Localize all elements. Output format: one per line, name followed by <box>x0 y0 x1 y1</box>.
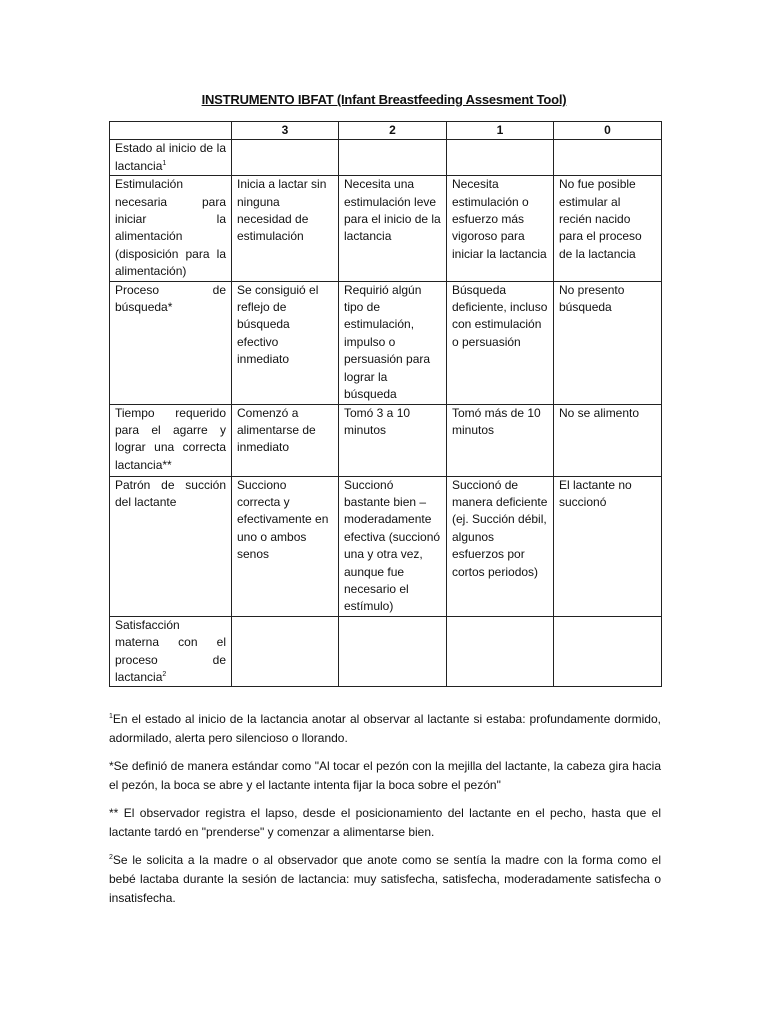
footnote-text: Se le solicita a la madre o al observador que anote como se sentía la madre con la forma como el bebé lactaba durante la sesión de lactancia: muy satisfecha, satisfecha, moderadamente satisfecha o insatisfecha. <box>109 853 661 905</box>
table-cell <box>554 140 662 176</box>
table-cell <box>447 140 554 176</box>
footnote-double-asterisk <box>109 804 661 842</box>
table-cell <box>339 616 447 687</box>
header-cell-score-3: 3 <box>232 122 339 140</box>
header-cell-empty <box>110 122 232 140</box>
table-cell: Se consiguió el reflejo de búsqueda efectivo inmediato <box>232 281 339 404</box>
footnote-marker: 2 <box>109 854 113 861</box>
table-cell: No fue posible estimular al recién nacido para el proceso de la lactancia <box>554 176 662 281</box>
footnote-text: *Se definió de manera estándar como "Al tocar el pezón con la mejilla del lactante, la cabeza gira hacia el pezón, la boca se abre y el lactante intenta fijar la boca sobre el pezón" <box>109 759 661 792</box>
row-label: Estimulación necesaria para iniciar la alimentación (disposición para la alimentación) <box>115 177 226 279</box>
table-row <box>110 176 662 281</box>
header-cell-score-0: 0 <box>554 122 662 140</box>
ibfat-table <box>109 121 662 687</box>
table-row <box>110 616 662 687</box>
row-label: Estado al inicio de la lactancia <box>115 141 226 173</box>
header-cell-score-2: 2 <box>339 122 447 140</box>
table-cell: Necesita estimulación o esfuerzo más vigoroso para iniciar la lactancia <box>447 176 554 281</box>
table-row <box>110 140 662 176</box>
row-label-cell <box>110 176 232 281</box>
row-label-cell <box>110 476 232 616</box>
table-row <box>110 404 662 476</box>
row-label: Tiempo requerido para el agarre y lograr una correcta lactancia** <box>115 405 226 472</box>
row-label-cell <box>110 404 232 476</box>
table-cell <box>232 616 339 687</box>
table-cell <box>447 616 554 687</box>
table-cell: Inicia a lactar sin ninguna necesidad de estimulación <box>232 176 339 281</box>
table-cell: Tomó 3 a 10 minutos <box>339 404 447 476</box>
row-label: Proceso de búsqueda* <box>115 282 226 315</box>
table-cell: Tomó más de 10 minutos <box>447 404 554 476</box>
table-cell: Succiono correcta y efectivamente en uno o ambos senos <box>232 476 339 616</box>
table-cell: Succionó de manera deficiente (ej. Succión débil, algunos esfuerzos por cortos periodos) <box>447 476 554 616</box>
table-cell <box>339 140 447 176</box>
table-cell: No presento búsqueda <box>554 281 662 404</box>
row-label-cell <box>110 140 232 176</box>
table-cell <box>554 616 662 687</box>
footnote-marker: 1 <box>109 713 113 720</box>
page-title: INSTRUMENTO IBFAT (Infant Breastfeeding Assesment Tool) <box>201 92 567 107</box>
footnotes <box>109 710 661 917</box>
table-cell: El lactante no succionó <box>554 476 662 616</box>
header-cell-score-1: 1 <box>447 122 554 140</box>
table-row <box>110 476 662 616</box>
row-label-cell <box>110 281 232 404</box>
table-cell <box>232 140 339 176</box>
footnote-text: En el estado al inicio de la lactancia anotar al observar al lactante si estaba: profundamente dormido, adormilado, alerta pero silencioso o llorando. <box>109 712 661 745</box>
footnote-text: ** El observador registra el lapso, desde el posicionamiento del lactante en el pecho, hasta que el lactante tardó en "prenderse" y comenzar a alimentarse bien. <box>109 806 661 839</box>
table-cell: Comenzó a alimentarse de inmediato <box>232 404 339 476</box>
row-label: Satisfacción materna con el proceso de lactancia <box>115 617 226 684</box>
footnote-1 <box>109 710 661 748</box>
table-cell: Necesita una estimulación leve para el inicio de la lactancia <box>339 176 447 281</box>
row-label: Patrón de succión del lactante <box>115 477 226 509</box>
footnote-2 <box>109 851 661 908</box>
row-label-cell <box>110 616 232 687</box>
table-cell: Búsqueda deficiente, incluso con estimulación o persuasión <box>447 281 554 404</box>
footnote-marker: 1 <box>162 159 167 167</box>
table-cell: Requirió algún tipo de estimulación, impulso o persuasión para lograr la búsqueda <box>339 281 447 404</box>
table-cell: Succionó bastante bien – moderadamente efectiva (succionó una y otra vez, aunque fue necesario el estímulo) <box>339 476 447 616</box>
table-cell: No se alimento <box>554 404 662 476</box>
table-header-row <box>110 122 662 140</box>
table-row <box>110 281 662 404</box>
footnote-asterisk <box>109 757 661 795</box>
footnote-marker: 2 <box>162 670 167 678</box>
